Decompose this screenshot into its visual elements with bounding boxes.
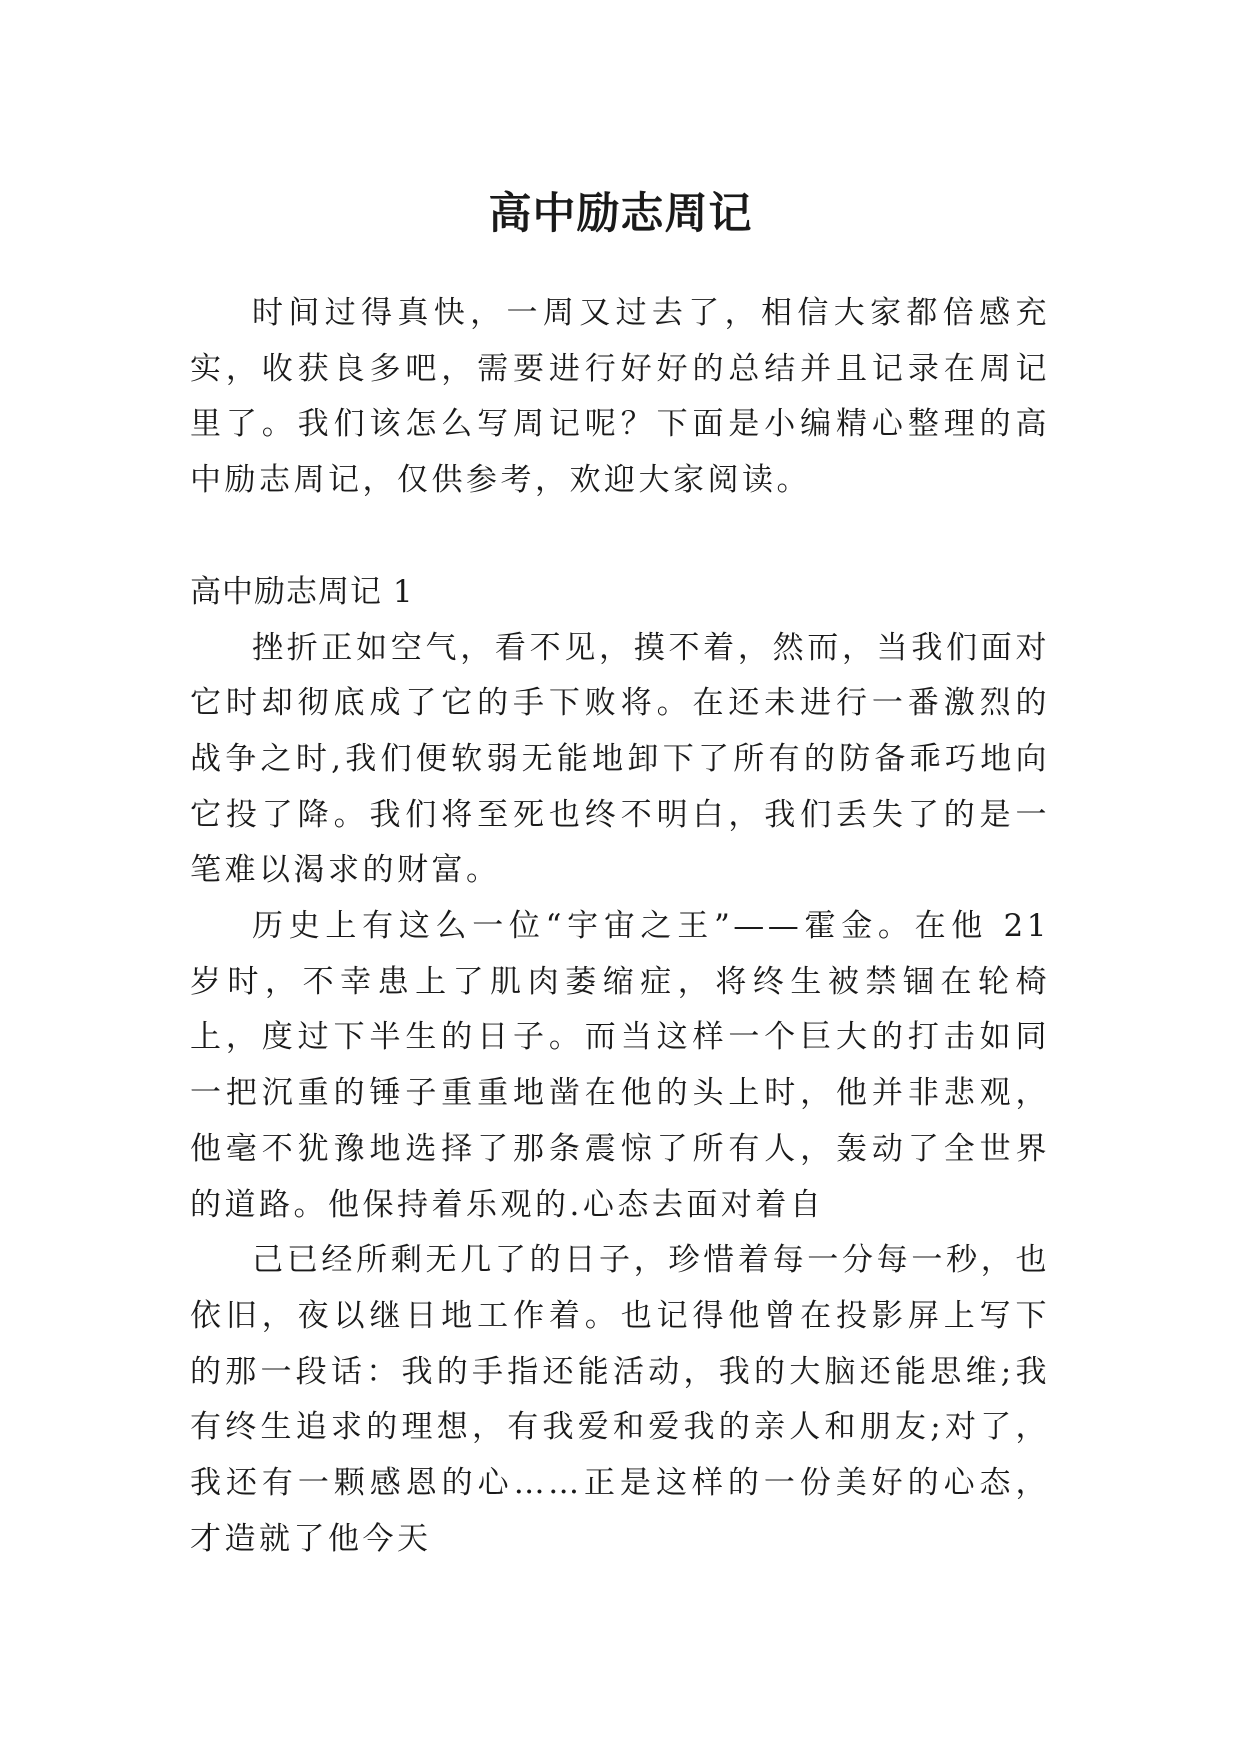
- body-paragraph: 历史上有这么一位“宇宙之王”——霍金。在他 21 岁时，不幸患上了肌肉萎缩症，将终生被禁锢在轮椅上，度过下半生的日子。而当这样一个巨大的打击如同一把沉重的锤子重重地凿在他的头上时，他并非悲观，他毫不犹豫地选择了那条震惊了所有人，轰动了全世界的道路。他保持着乐观的.心态去面对着自: [190, 908, 1050, 1223]
- document-body: [190, 286, 1050, 1567]
- intro-paragraph: 时间过得真快，一周又过去了，相信大家都倍感充实，收获良多吧，需要进行好好的总结并且记录在周记里了。我们该怎么写周记呢？下面是小编精心整理的高中励志周记，仅供参考，欢迎大家阅读。: [190, 295, 1050, 499]
- section-heading: 高中励志周记 1: [190, 573, 414, 610]
- body-paragraph: 挫折正如空气，看不见，摸不着，然而，当我们面对它时却彻底成了它的手下败将。在还未进行一番激烈的战争之时,我们便软弱无能地卸下了所有的防备乖巧地向它投了降。我们将至死也终不明白，我们丢失了的是一笔难以渴求的财富。: [190, 629, 1050, 889]
- body-paragraph: 己已经所剩无几了的日子，珍惜着每一分每一秒，也依旧，夜以继日地工作着。也记得他曾在投影屏上写下的那一段话：我的手指还能活动，我的大脑还能思维;我有终生追求的理想，有我爱和爱我的亲人和朋友;对了，我还有一颗感恩的心……正是这样的一份美好的心态，才造就了他今天: [190, 1242, 1050, 1557]
- document-title: 高中励志周记: [488, 188, 753, 239]
